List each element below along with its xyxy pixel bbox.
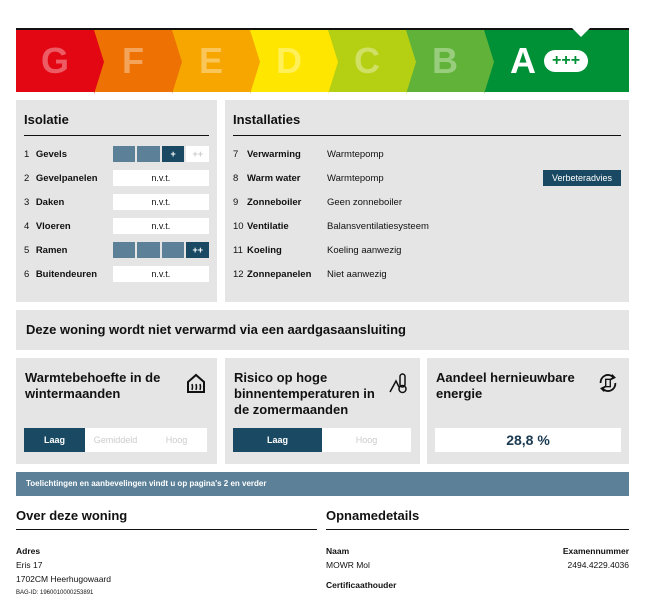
row-value: Warmtepomp (327, 172, 384, 184)
not-applicable-value: n.v.t. (113, 218, 209, 234)
inspection-details-section (326, 508, 629, 592)
inspector-name: MOWR Mol (326, 560, 370, 570)
winter-demand-scale (24, 428, 207, 452)
row-label: Vloeren (35, 220, 71, 232)
address-label: Adres (16, 546, 41, 556)
installatie-row (233, 214, 621, 238)
row-label: Buitendeuren (35, 268, 98, 280)
insulation-meter (113, 242, 209, 258)
energy-label-bar (16, 28, 629, 92)
summer-risk-scale (233, 428, 411, 452)
meter-segment: ++ (186, 242, 209, 258)
divider (24, 135, 209, 136)
meter-segment (113, 146, 136, 162)
row-label: Koeling (247, 244, 282, 256)
label-class-e: E (172, 30, 250, 92)
isolatie-row (24, 262, 209, 286)
scale-option-laag: Laag (233, 428, 322, 452)
row-value: Warmtepomp (327, 148, 384, 160)
explanation-note: Toelichtingen en aanbevelingen vindt u op pagina's 2 en verder (16, 472, 629, 496)
renewable-title: Aandeel hernieuwbare energie (436, 370, 575, 401)
isolatie-list (24, 142, 209, 286)
meter-segment (162, 242, 185, 258)
thermometer-icon (388, 372, 410, 394)
about-home-section (16, 508, 317, 598)
insulation-meter (113, 146, 209, 162)
installatie-row (233, 262, 621, 286)
exam-number-label: Examennummer (562, 546, 629, 556)
meter-segment (137, 242, 160, 258)
label-pluses: +++ (544, 50, 588, 72)
row-number: 10 (233, 220, 244, 232)
row-label: Gevelpanelen (35, 172, 98, 184)
isolatie-row (24, 166, 209, 190)
renewable-card (427, 358, 629, 464)
row-value: Niet aanwezig (327, 268, 387, 280)
divider (233, 135, 621, 136)
scale-option-hoog: Hoog (322, 428, 411, 452)
label-class-a-current: A +++ (484, 30, 629, 92)
winter-demand-title: Warmtebehoefte in de wintermaanden (25, 370, 161, 401)
summer-risk-card (225, 358, 420, 464)
meter-segment (137, 146, 160, 162)
meter-segment: ++ (186, 146, 209, 162)
bag-id: BAG-ID: 1960010000253891 (16, 590, 94, 596)
row-number: 1 (24, 148, 30, 160)
divider (16, 529, 317, 530)
installaties-title: Installaties (233, 112, 301, 127)
row-number: 4 (24, 220, 30, 232)
installaties-list (233, 142, 621, 286)
meter-segment: + (162, 146, 185, 162)
row-number: 2 (24, 172, 30, 184)
label-class-b: B (406, 30, 484, 92)
current-label-pointer-icon (572, 28, 590, 37)
divider (326, 529, 629, 530)
row-number: 7 (233, 148, 239, 160)
scale-option-hoog: Hoog (146, 428, 207, 452)
row-number: 3 (24, 196, 30, 208)
row-label: Zonnepanelen (247, 268, 312, 280)
address-street: Eris 17 (16, 560, 43, 570)
isolatie-row (24, 214, 209, 238)
installatie-row (233, 190, 621, 214)
renewable-percentage: 28,8 % (435, 428, 621, 452)
label-class-c: C (328, 30, 406, 92)
isolatie-row (24, 190, 209, 214)
row-value: Koeling aanwezig (327, 244, 402, 256)
isolatie-row (24, 142, 209, 166)
address-city: 1702CM Heerhugowaard (16, 574, 111, 584)
row-number: 6 (24, 268, 30, 280)
row-number: 9 (233, 196, 239, 208)
installatie-row (233, 238, 621, 262)
not-applicable-value: n.v.t. (113, 266, 209, 282)
row-number: 8 (233, 172, 239, 184)
row-number: 11 (233, 244, 243, 256)
row-value: Geen zonneboiler (327, 196, 402, 208)
scale-option-laag: Laag (24, 428, 85, 452)
gas-banner: Deze woning wordt niet verwarmd via een aardgasaansluiting (16, 310, 629, 350)
row-label: Verwarming (247, 148, 301, 160)
label-class-d: D (250, 30, 328, 92)
label-class-f: F (94, 30, 172, 92)
label-class-g: G (16, 30, 94, 92)
isolatie-row (24, 238, 209, 262)
not-applicable-value: n.v.t. (113, 194, 209, 210)
installatie-row (233, 142, 621, 166)
house-heat-icon (185, 372, 207, 394)
row-label: Gevels (35, 148, 67, 160)
name-label: Naam (326, 546, 350, 556)
scale-option-gemiddeld: Gemiddeld (85, 428, 146, 452)
row-value: Balansventilatiesysteem (327, 220, 429, 232)
row-number: 12 (233, 268, 244, 280)
installatie-row (233, 166, 621, 190)
row-label: Daken (35, 196, 65, 208)
about-home-title: Over deze woning (16, 508, 128, 523)
summer-risk-title: Risico op hoge binnentemperaturen in de zomermaanden (234, 370, 375, 417)
exam-number: 2494.4229.4036 (567, 560, 629, 570)
row-label: Ramen (35, 244, 68, 256)
row-label: Zonneboiler (247, 196, 302, 208)
winter-demand-card (16, 358, 217, 464)
certificate-holder-label: Certificaathouder (326, 580, 397, 590)
improvement-advice-button[interactable]: Verbeteradvies (543, 170, 621, 186)
row-label: Warm water (247, 172, 301, 184)
isolatie-title: Isolatie (24, 112, 69, 127)
meter-segment (113, 242, 136, 258)
renewable-energy-icon (597, 372, 619, 394)
not-applicable-value: n.v.t. (113, 170, 209, 186)
row-number: 5 (24, 244, 30, 256)
isolatie-panel (16, 100, 217, 302)
installaties-panel (225, 100, 629, 302)
row-label: Ventilatie (247, 220, 289, 232)
inspection-details-title: Opnamedetails (326, 508, 420, 523)
